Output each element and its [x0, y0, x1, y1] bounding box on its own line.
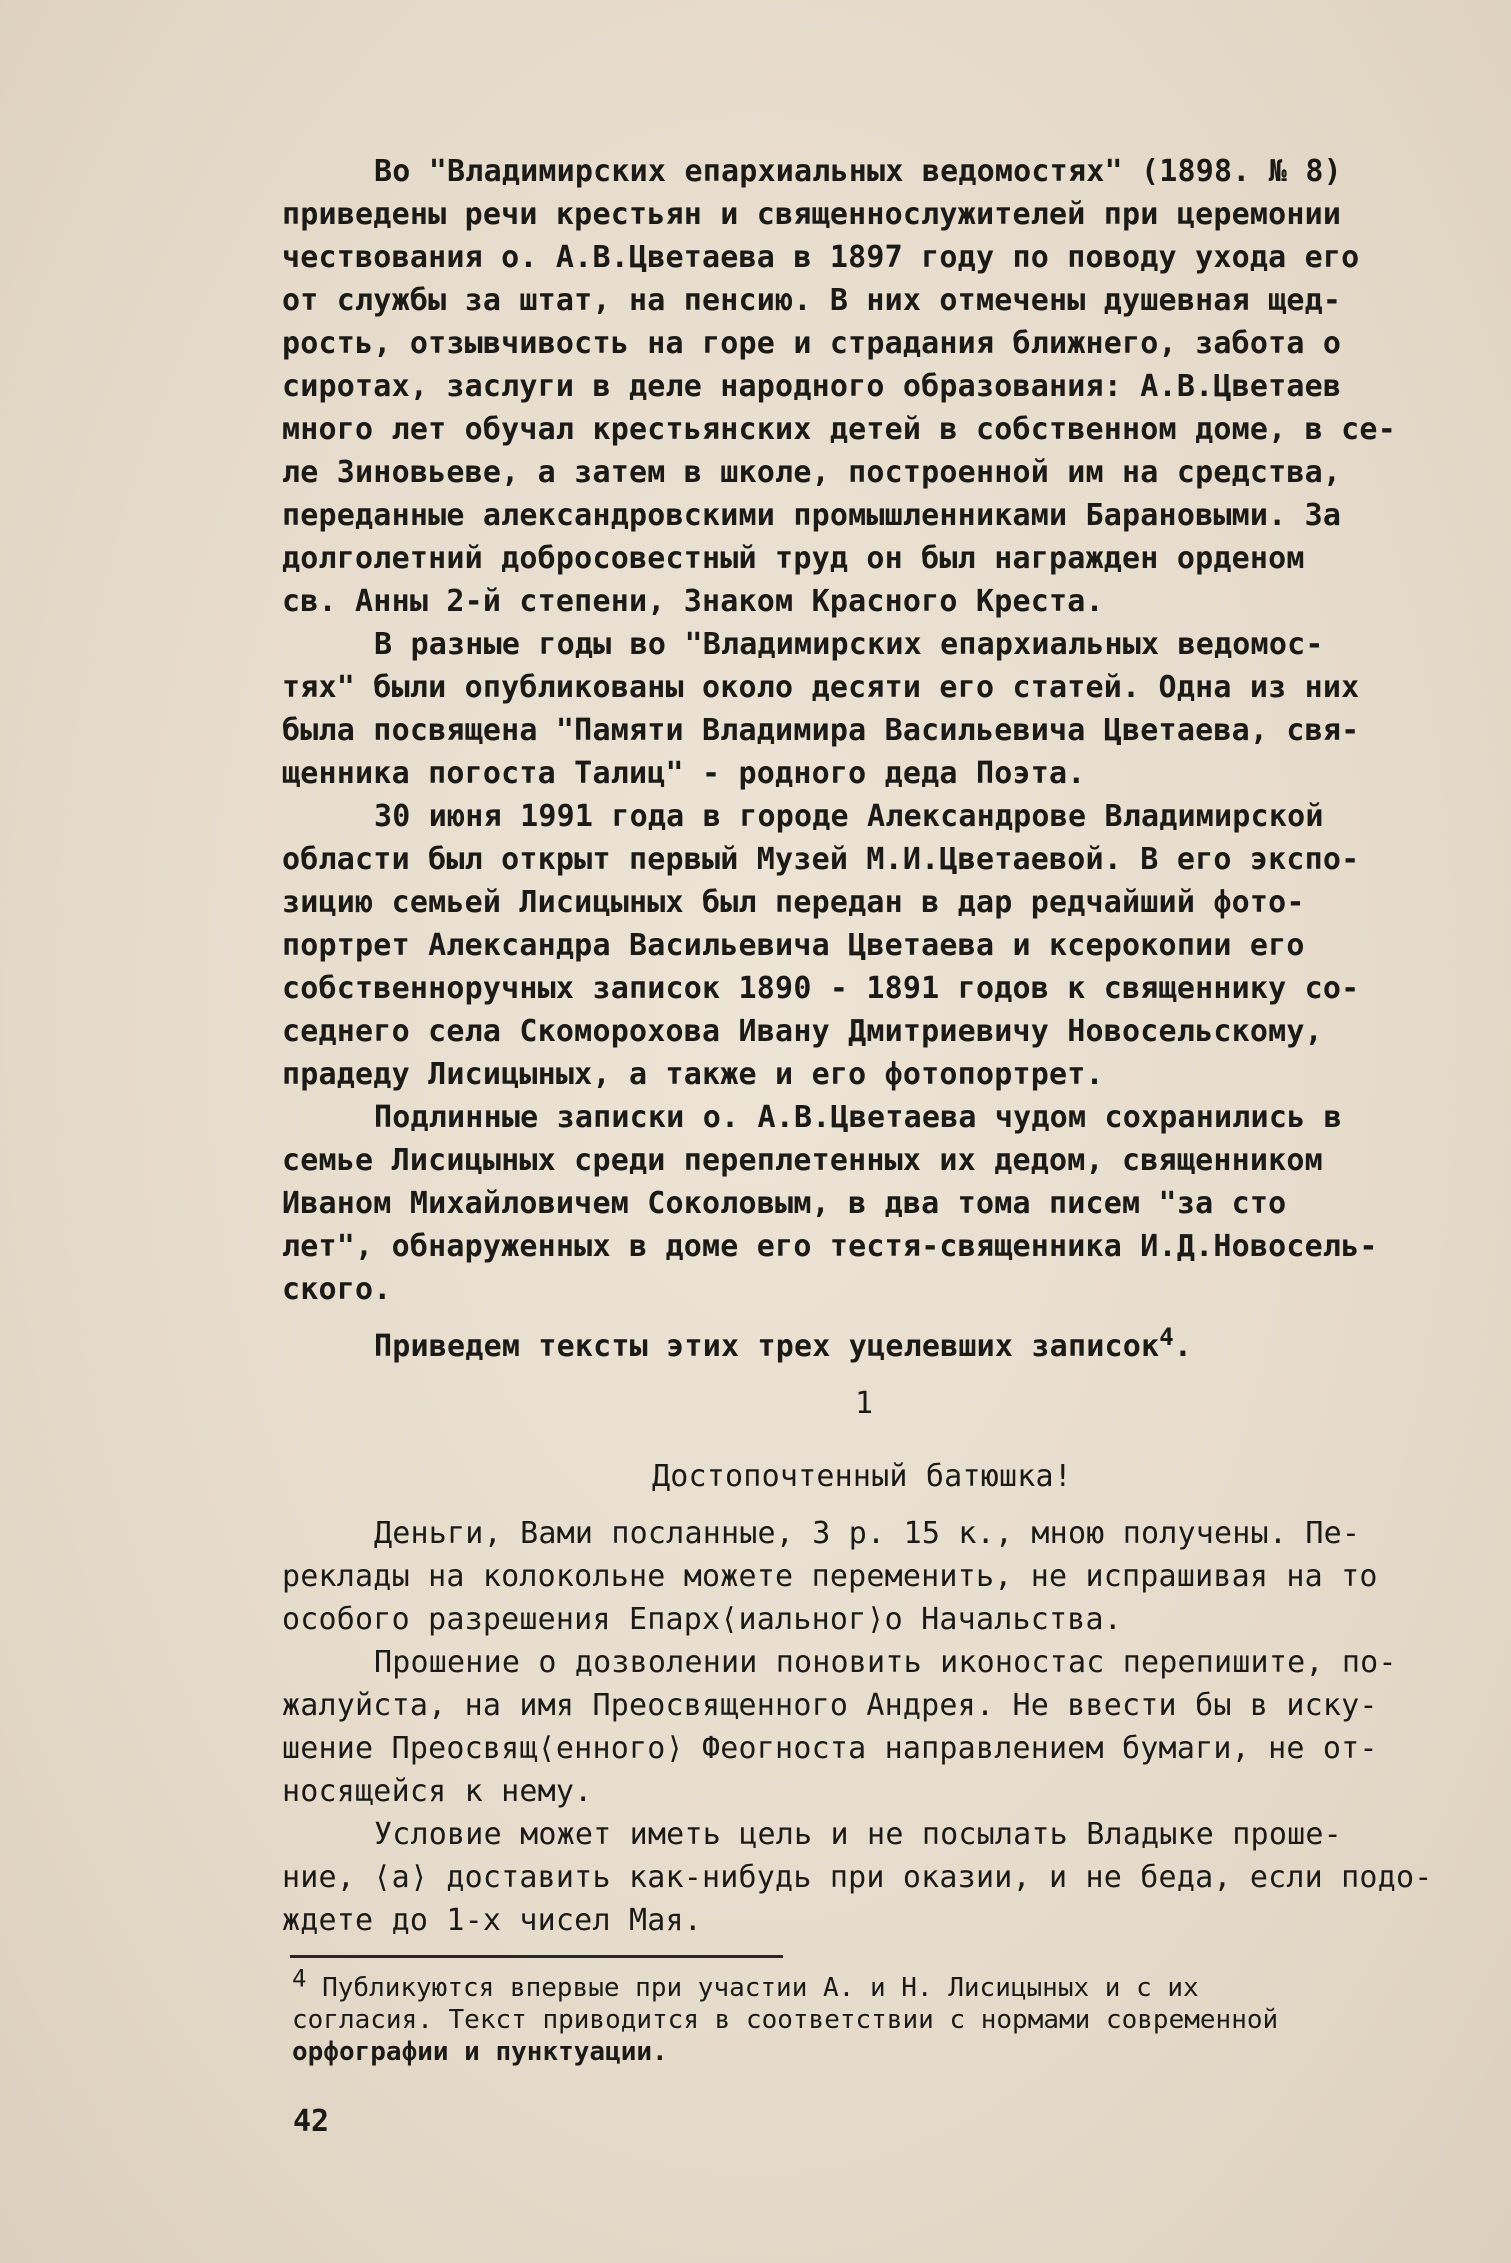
paragraph-line: много лет обучал крестьянских детей в собственном доме, в се-	[282, 412, 1396, 447]
paragraph-line: щенника погоста Талиц" - родного деда Поэта.	[282, 756, 1086, 791]
paragraph-line: портрет Александра Васильевича Цветаева и ксерокопии его	[282, 928, 1305, 963]
letter-line: особого разрешения Епарх⟨иальног⟩о Начальства.	[282, 1602, 1123, 1637]
footnote-divider	[290, 1955, 783, 1958]
paragraph-line: рость, отзывчивость на горе и страдания ближнего, забота о	[282, 326, 1342, 361]
paragraph-line: ле Зиновьеве, а затем в школе, построенной им на средства,	[282, 455, 1342, 490]
main-text	[282, 150, 1511, 1942]
paragraph-line: переданные александровскими промышленниками Барановыми. За	[282, 498, 1342, 533]
letter-line: реклады на колокольне можете переменить, не испрашивая на то	[282, 1559, 1378, 1594]
intro-line	[282, 1325, 1511, 1368]
paragraph-line: чествования о. А.В.Цветаева в 1897 году по поводу ухода его	[282, 240, 1360, 275]
letter-line: шение Преосвящ⟨енного⟩ Феогноста направлением бумаги, не от-	[282, 1731, 1378, 1766]
paragraph-line: прадеду Лисицыных, а также и его фотопортрет.	[282, 1057, 1104, 1092]
page-number: 42	[293, 2104, 330, 2139]
paragraph-line: семье Лисицыных среди переплетенных их дедом, священником	[282, 1143, 1323, 1178]
paragraph-line: Иваном Михайловичем Соколовым, в два тома писем "за сто	[282, 1186, 1287, 1221]
paragraph-line: св. Анны 2-й степени, Знаком Красного Креста.	[282, 584, 1104, 619]
intro-text: Приведем тексты этих трех уцелевших записок	[374, 1329, 1160, 1364]
letter-line: ждете до 1-х чисел Мая.	[282, 1903, 703, 1938]
paragraph-line: области был открыт первый Музей М.И.Цветаевой. В его экспо-	[282, 842, 1360, 877]
paragraph-line: от службы за штат, на пенсию. В них отмечены душевная щед-	[282, 283, 1342, 318]
paragraph-line: седнего села Скоморохова Ивану Дмитриевичу Новосельскому,	[282, 1014, 1323, 1049]
paragraph-line: ского.	[282, 1272, 392, 1307]
letter-line: Прошение о дозволении поновить иконостас перепишите, по-	[374, 1645, 1397, 1680]
footnote-number: 4	[292, 1964, 307, 1993]
footnote-line: орфографии и пунктуации.	[292, 2037, 668, 2067]
letter-line: ние, ⟨а⟩ доставить как-нибудь при оказии, и не беда, если подо-	[282, 1860, 1433, 1895]
paragraph-line: была посвящена "Памяти Владимира Васильевича Цветаева, свя-	[282, 713, 1360, 748]
paragraph-line: лет", обнаруженных в доме его тестя-священника И.Д.Новосель-	[282, 1229, 1378, 1264]
paragraph-line: сиротах, заслуги в деле народного образования: А.В.Цветаев	[282, 369, 1342, 404]
letter-line: жалуйста, на имя Преосвященного Андрея. Не ввести бы в иску-	[282, 1688, 1378, 1723]
letter-line: носящейся к нему.	[282, 1774, 593, 1809]
letter-line: Условие может иметь цель и не посылать Владыке проше-	[374, 1817, 1342, 1852]
paragraph-line: Во "Владимирских епархиальных ведомостях" (1898. № 8)	[374, 154, 1342, 189]
intro-end: .	[1173, 1329, 1193, 1364]
paragraph-line: 30 июня 1991 года в городе Александрове Владимирской	[374, 799, 1324, 834]
footnote-line: согласия. Текст приводится в соответствии с нормами современной	[292, 2005, 1279, 2035]
footnote-reference: 4	[1159, 1323, 1174, 1351]
paragraph-line: В разные годы во "Владимирских епархиальных ведомос-	[374, 627, 1324, 662]
letter-number: 1	[855, 1386, 874, 1421]
footnote-line	[292, 1964, 1511, 2004]
paragraph-line: Подлинные записки о. А.В.Цветаева чудом сохранились в	[374, 1100, 1342, 1135]
letter-salutation: Достопочтенный батюшка!	[652, 1459, 1073, 1494]
paragraph-line: собственноручных записок 1890 - 1891 годов к священнику со-	[282, 971, 1360, 1006]
paragraph-line: долголетний добросовестный труд он был награжден орденом	[282, 541, 1305, 576]
footnote-text: Публикуются впервые при участии А. и Н. Лисицыных и с их	[322, 1973, 1199, 2003]
paragraph-line: зицию семьей Лисицыных был передан в дар редчайший фото-	[282, 885, 1305, 920]
paragraph-line: приведены речи крестьян и священнослужителей при церемонии	[282, 197, 1342, 232]
letter-line: Деньги, Вами посланные, 3 р. 15 к., мною получены. Пе-	[374, 1516, 1361, 1551]
paragraph-line: тях" были опубликованы около десяти его статей. Одна из них	[282, 670, 1360, 705]
footnote	[292, 1964, 1511, 2068]
